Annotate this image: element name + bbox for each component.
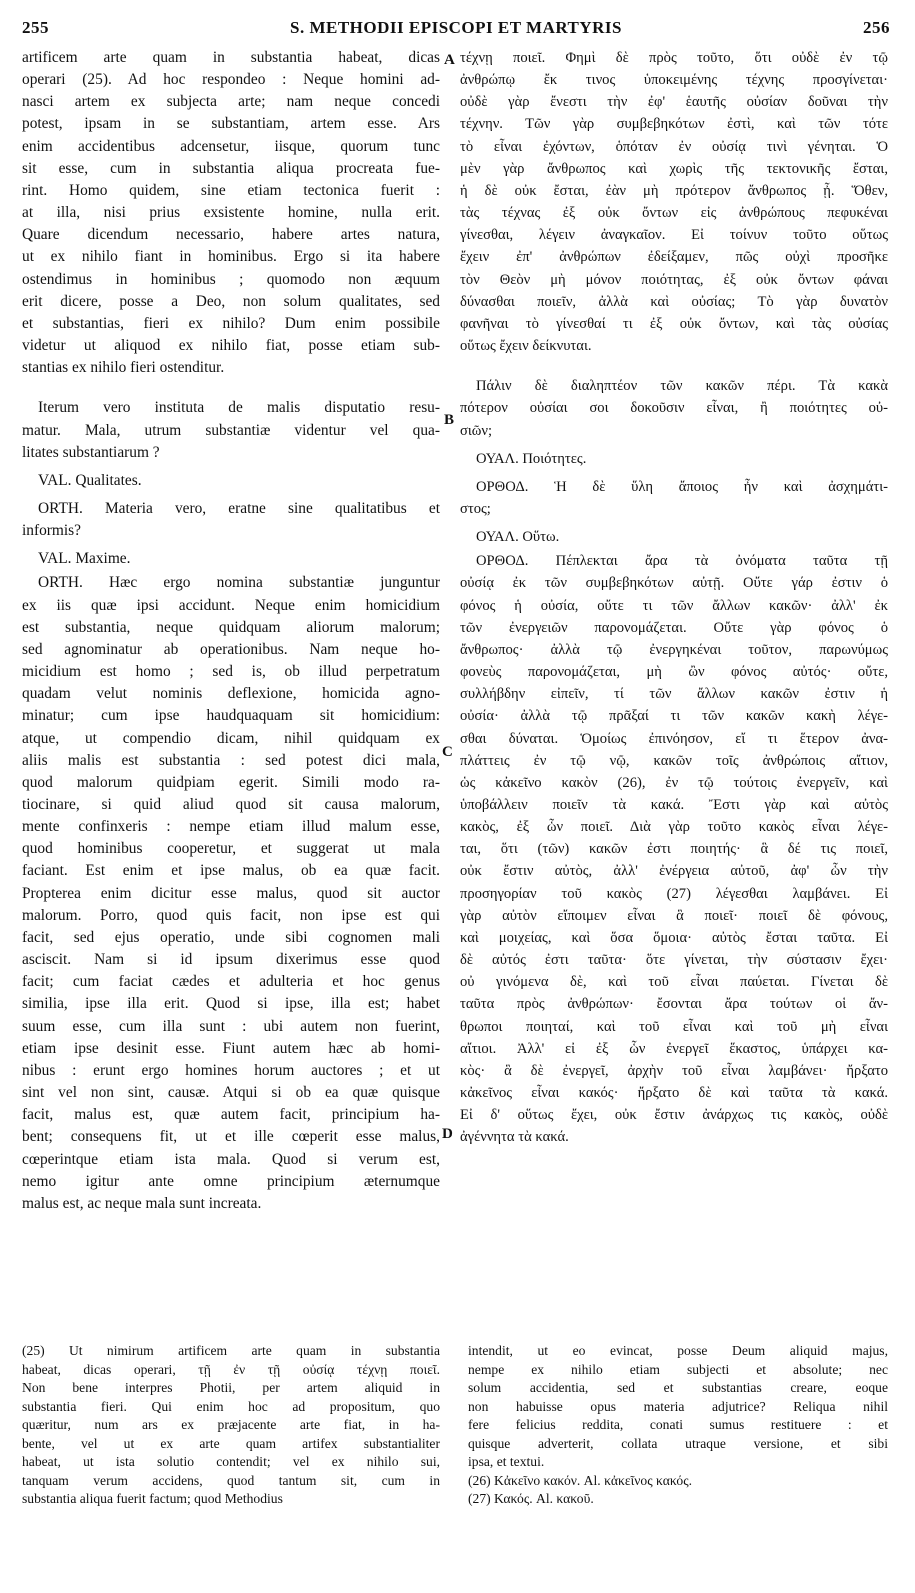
greek-line: ΟΡΘΟΔ. Πέπλεκται ἄρα τὰ ὀνόματα ταῦτα τῇ — [476, 553, 888, 570]
greek-line: τέχνῃ ποιεῖ. Φημὶ δὲ πρὸς τοῦτο, ὅτι οὐδὲ ἐν τῷ — [460, 50, 888, 66]
latin-line: ORTH. Hæc ergo nomina substantiæ junguntur — [38, 574, 440, 592]
latin-line: quod malorum quidpiam egerit. Simili modo ra- — [22, 773, 440, 791]
greek-line: τὸ εἶναι ἐχόντων, ὁπόταν ἐν οὐσίᾳ τινὶ γένηται. Ὁ — [460, 138, 888, 155]
latin-line: facit; cum faciat cædes et adulteria et hoc genus — [22, 973, 440, 991]
running-header — [22, 14, 890, 44]
footnote-line: habeat, dicas operari, τῇ ἐν τῇ οὐσίᾳ τέχνῃ ποιεῖ. — [22, 1361, 440, 1377]
greek-speech-val-1 — [460, 448, 888, 470]
greek-line: στος; — [460, 500, 491, 517]
latin-line: operari (25). Ad hoc respondeo : Neque homini ad- — [22, 71, 440, 89]
latin-line: ostendimus in hominibus ; quomodo non æquum — [22, 270, 440, 288]
latin-line: est substantia, neque quidquam aliorum malorum; — [22, 618, 440, 636]
greek-line: σθαι δύναται. Ὁμοίως ἐπινόησον, εἴ τι ἕτερον ἀνα- — [460, 730, 888, 747]
latin-line: sed agnominatur ab operationibus. Nam neque ho- — [22, 640, 440, 658]
footnote-line: quisque adverterit, collata utraque versione, et sibi — [468, 1435, 888, 1451]
greek-line: ΟΡΘΟΔ. Ἡ δὲ ὕλη ἄποιος ἦν καὶ ἀσχημάτι- — [476, 478, 888, 495]
margin-marker-b: B — [444, 412, 455, 428]
footnote-line: nempe ex nihilo etiam subjecti et absolute; nec — [468, 1361, 888, 1377]
greek-line: οὐ γινόμενα δὲ, καὶ τοῦ εἶναι παύεται. Γίνεται δὲ — [460, 974, 888, 991]
footnote-line: habeat, ut ista solutio contendit; vel ex nihilo sui, — [22, 1454, 440, 1469]
greek-line: αἴτιοι. Ἀλλ' εἰ ἐξ ὧν ἐνεργεῖ ἕκαστος, ὑπάρχει κα- — [460, 1040, 888, 1057]
footnote-line: substantia fieri. Qui enim hoc ad propositum, quo — [22, 1398, 440, 1414]
footnote-line: bente, vel ut ex arte quam artifex substantialiter — [22, 1435, 440, 1451]
greek-line: φονεὺς παρονομάζεται, μὴ ὢν φόνος αὐτός· οὔτε, — [460, 664, 888, 681]
latin-line: stantias ex nihilo fieri ostenditur. — [22, 359, 225, 377]
greek-line: ὡς κἀκεῖνο κακὸν (26), ἐν τῷ τούτοις ἐνεργεῖν, καὶ — [460, 774, 888, 791]
latin-line: malorum. Porro, quod quis facit, non ipse est qui — [22, 906, 440, 924]
latin-paragraph-2 — [22, 397, 440, 463]
footnote-line: Non bene interpres Photii, per artem aliquid in — [22, 1380, 440, 1395]
footnotes-right — [468, 1342, 888, 1509]
latin-paragraph-1 — [22, 47, 440, 379]
greek-column — [460, 47, 888, 1149]
margin-marker-d: D — [442, 1126, 453, 1142]
latin-column — [22, 47, 440, 1215]
running-title: S. METHODII EPISCOPI ET MARTYRIS — [289, 18, 622, 37]
latin-line: bent; consequens fit, ut et ille cœperit esse malus, — [22, 1128, 440, 1146]
latin-line: ut ex nihilo fiant in hominibus. Ergo si ita habere — [22, 248, 440, 266]
greek-line: καὶ μοιχείας, καὶ ὅσα ὅμοια· αὐτὸς ἔσται ταῦτα. Εἰ — [460, 929, 888, 946]
greek-line: οὐσία· ἀλλὰ τῷ πρᾶξαί τι τῶν κακῶν κακὴ λέγε- — [460, 708, 888, 725]
footnote-line: quæritur, num ars ex præjacente arte fiat, in ha- — [22, 1417, 440, 1432]
latin-line: videtur ut aliquod ex nihilo fiat, posse etiam sub- — [22, 337, 440, 355]
latin-line: nemo igitur ante omne principium æternumque — [22, 1172, 440, 1190]
latin-line: suum esse, cum illa sunt : ubi autem non fuerint, — [22, 1017, 440, 1035]
greek-line: κἀκεῖνος εἶναι κακός· ἤρξατο δὲ καὶ ταῦτα τὰ κακά. — [460, 1085, 888, 1102]
greek-line: μὲν γὰρ ἄνθρωπος καὶ χωρὶς τῆς τεκτονικῆς ἔσται, — [460, 160, 888, 177]
greek-line: οὕτως ἔχειν δείκνυται. — [460, 338, 592, 355]
greek-speech-val-1-text: ΟΥΑΛ. Ποιότητες. — [476, 450, 587, 467]
greek-line: Εἰ δ' οὕτως ἔχει, οὐκ ἔστιν ἀνάρχως τις κακὸς, οὐδὲ — [460, 1107, 888, 1124]
paragraph-gap — [22, 379, 440, 397]
latin-speech-orth-2 — [22, 572, 440, 1215]
latin-line: micidium est homo ; sed is, ob illud perpetratum — [22, 663, 440, 681]
page-number-left: 255 — [22, 18, 49, 37]
latin-line: ex iis quæ ipsi accidunt. Neque enim homicidium — [22, 596, 440, 614]
latin-line: Quare dicendum necessario, habere artes natura, — [22, 226, 440, 244]
latin-line: litates substantiarum ? — [22, 443, 160, 461]
greek-line: ἡ δὲ οὐκ ἔσται, ἐὰν μὴ πρότερον ἄνθρωπος ᾖ. Ὅθεν, — [460, 182, 888, 199]
greek-line: φόνος ἡ οὐσία, οὔτε τι τῶν ἄλλων κακῶν· ἀλλ' ἐκ — [460, 597, 888, 614]
greek-line: ἔχειν ἐπ' ἀνθρώπων ἐδείξαμεν, πῶς οὐχὶ προσῆκε — [460, 249, 888, 266]
greek-speech-orth-1 — [460, 476, 888, 520]
greek-line: οὐδὲ γὰρ ἔνεστι τὴν ἐφ' ἑαυτῆς οὐσίαν δοῦναι τὴν — [460, 94, 888, 111]
latin-line: etiam ipse desinit esse. Fiunt autem hæc ab homi- — [22, 1039, 440, 1057]
greek-line: πλάττεις ἐν τῷ νῷ, κακῶν τοῖς ἀνθρώποις αἴτιον, — [460, 752, 888, 769]
greek-line: κακὸς, ἐξ ὧν ποιεῖ. Διὰ γὰρ τοῦτο κακὸς εἶναι λέγε- — [460, 819, 888, 836]
latin-line: malus est, ac neque mala sunt increata. — [22, 1194, 262, 1212]
latin-line: cœperintque etiam ista mala. Quod si verum est, — [22, 1150, 440, 1168]
greek-line: φανῆναι τὸ γίνεσθαί τι ἐξ οὐκ ὄντων, καὶ τὰς οὐσίας — [460, 315, 888, 332]
latin-line: sit esse, cum in substantia aliqua procreata fue- — [22, 159, 440, 177]
latin-speech-val-1-text: VAL. Qualitates. — [38, 471, 142, 489]
greek-line: ἀνθρώπῳ ἔκ τινος ὑποκειμένης τέχνης προσγίνεται· — [460, 72, 888, 89]
page-number-right: 256 — [863, 18, 890, 37]
greek-line: γὰρ αὐτὸν εἴποιμεν εἶναι ἃ ποιεῖ· ποιεῖ δὲ φόνους, — [460, 907, 888, 924]
latin-speech-orth-1 — [22, 498, 440, 542]
greek-paragraph-2 — [460, 375, 888, 441]
latin-line: facit, malus est, quæ autem facit, principium ha- — [22, 1106, 440, 1124]
latin-line: enim accidentibus adcensetur, iisque, quorum tunc — [22, 137, 440, 155]
latin-speech-val-2 — [22, 548, 440, 570]
latin-line: Iterum vero instituta de malis disputatio resu- — [38, 399, 440, 417]
latin-line: informis? — [22, 522, 81, 540]
greek-line: πότερον οὐσίαι σοι δοκοῦσιν εἶναι, ἢ ποιότητες οὐ- — [460, 400, 888, 417]
greek-speech-orth-2 — [460, 550, 888, 1148]
latin-line: et substantias, fieri ex nihilo? Dum enim possibile — [22, 314, 440, 332]
latin-line: rint. Homo quidem, sine etiam tectonica fuerit : — [22, 181, 440, 199]
greek-line: ται, ὅτι (τῶν) κακῶν ἐστι ποιητής· ἃ δέ τις ποιεῖ, — [460, 841, 888, 858]
footnote-line: ipsa, et textui. — [468, 1454, 545, 1469]
greek-speech-val-2 — [460, 526, 888, 548]
latin-line: erit dicere, posse a Deo, non solum qualitates, sed — [22, 292, 440, 310]
latin-line: tiocinare, si quid aliud quod sit causa malorum, — [22, 796, 440, 813]
greek-line: ἀγέννητα τὰ κακά. — [460, 1129, 569, 1146]
latin-line: faciant. Est enim et ipse malus, ob ea quæ facit. — [22, 862, 440, 880]
greek-paragraph-1 — [460, 47, 888, 357]
margin-marker-c: C — [442, 744, 453, 760]
footnote-line: non habuisse opus materia adjutrice? Reliqua nihil — [468, 1398, 888, 1414]
latin-line: nibus : erunt ergo homines horum auctores ; et ut — [22, 1061, 440, 1079]
greek-line: ἄνθρωπος· ἀλλὰ τῷ ἐνεργηκέναι τοῦτον, παρωνύμως — [460, 641, 888, 658]
footnote-line: intendit, ut eo evincat, posse Deum aliquid majus, — [468, 1343, 888, 1358]
greek-line: θρωποι ποιηταί, καὶ τοῦ εἶναι καὶ τοῦ μὴ εἶναι — [460, 1018, 888, 1035]
latin-line: potest, ipsam in se substantiam, artem esse. Ars — [22, 115, 440, 133]
greek-line: οὐσίᾳ ἐκ τῶν συμβεβηκότων αὐτῇ. Οὔτε γάρ ἐστιν ὁ — [460, 575, 888, 592]
greek-line: τὰς τέχνας ἐξ οὐκ ὄντων εἰς ἀνθρώπους πεφυκέναι — [460, 205, 888, 222]
latin-line: matur. Mala, utrum substantiæ videntur vel qua- — [22, 421, 440, 439]
greek-line: τέχνην. Τῶν γὰρ συμβεβηκότων ἐστὶ, καὶ τῶν τότε — [460, 116, 888, 133]
greek-line: συλλήβδην εἰπεῖν, τί τῶν ἄλλων κακῶν ἐστιν ἡ — [460, 686, 888, 703]
latin-line: artificem arte quam in substantia habeat, dicas — [22, 49, 440, 66]
latin-line: ORTH. Materia vero, eratne sine qualitatibus et — [38, 499, 440, 517]
latin-line: at illa, nisi prius exsistente homine, nulla erit. — [22, 204, 440, 222]
latin-line: asciscit. Nam si id ipsum dixerimus esse quod — [22, 951, 440, 969]
latin-line: sint vel non sint, causæ. Atqui si ob ea quæ quisque — [22, 1084, 440, 1102]
paragraph-gap — [460, 357, 888, 375]
footnote-line: (27) Κακός. Al. κακοῦ. — [468, 1491, 594, 1506]
latin-line: nasci artem ex subjecta arte; nam neque concedi — [22, 93, 440, 111]
latin-line: facit, sed ejus operatio, unde sibi cognomen mali — [22, 928, 440, 946]
latin-line: quod hominibus cooperetur, et suggerat ut mala — [22, 840, 440, 858]
greek-line: ὑποβάλλειν ποιεῖν τὰ κακά. Ἔστι γὰρ καὶ αὐτὸς — [460, 797, 888, 813]
greek-line: δὲ αὐτός ἐστι ταῦτα· ὅτε γίνεται, τὴν σύστασιν ἔχει· — [460, 952, 888, 969]
greek-speech-val-2-text: ΟΥΑΛ. Οὕτω. — [476, 529, 560, 546]
greek-line: προσηγορίαν τοῦ κακὸς (27) λέγεσθαι λαμβάνει. Εἰ — [460, 885, 888, 902]
footnote-line: tanquam verum accidens, quod tantum sit, cum in — [22, 1472, 440, 1488]
greek-line: σιῶν; — [460, 422, 493, 439]
greek-line: κὸς· ἃ δὲ ἐνεργεῖ, ἀρχὴν τοῦ εἶναι λαμβάνει· ἤρξατο — [460, 1062, 888, 1079]
latin-line: similia, ipse illa erit. Quod si ipse, illa est; habet — [22, 995, 440, 1013]
latin-speech-val-1 — [22, 470, 440, 492]
greek-line: γίνεσθαι, λέγειν ἀναγκαῖον. Εἰ τοίνυν τοῦτο οὕτως — [460, 227, 888, 244]
footnote-line: solum accidentia, sed et substantias creare, eoque — [468, 1380, 888, 1395]
latin-line: quadam velut nominis deflexione, homicida agno- — [22, 685, 440, 703]
footnote-line: fere felicius reddita, conati sumus restituere : et — [468, 1417, 888, 1432]
latin-line: Propterea enim dicitur esse malus, quod sit auctor — [22, 884, 440, 902]
greek-line: οὐκ ἔστιν αὐτὸς, ἀλλ' ἐνέργεια αὐτοῦ, ἀφ' ὧν τὴν — [460, 863, 888, 880]
latin-speech-val-2-text: VAL. Maxime. — [38, 550, 131, 568]
latin-line: aliis malis est substantia : sed potest dici mala, — [22, 751, 440, 769]
margin-marker-a: A — [444, 52, 455, 68]
greek-line: ταῦτα πρὸς ἀνθρώπων· ἔσονται ἄρα τούτων οἱ ἄν- — [460, 996, 888, 1013]
footnote-line: substantia aliqua fuerit factum; quod Methodius — [22, 1491, 283, 1506]
latin-line: atque, ut compendio dicam, nihil quidquam ex — [22, 729, 440, 747]
footnote-line: (25) Ut nimirum artificem arte quam in substantia — [22, 1343, 440, 1358]
greek-line: δύνασθαι ποιεῖν, ἀλλὰ καὶ οὐσίας; Τὸ γὰρ δυνατὸν — [460, 293, 888, 310]
latin-line: minatur; cum ipse haudquaquam sit homicidium: — [22, 707, 440, 725]
greek-line: τὸν Θεὸν μὴ μόνον ποιότητας, ἐξ οὐκ ὄντων φάναι — [460, 271, 888, 288]
footnote-line: (26) Κἀκεῖνο κακόν. Al. κἀκεῖνος κακός. — [468, 1472, 692, 1488]
greek-line: Πάλιν δὲ διαληπτέον τῶν κακῶν πέρι. Τὰ κακὰ — [476, 378, 888, 395]
greek-line: τῶν ἐνεργειῶν παρονομάζεται. Οὔτε γὰρ φόνος ὁ — [460, 619, 888, 636]
latin-line: mente confinxeris : nempe etiam illud malum esse, — [22, 818, 440, 836]
footnotes-left — [22, 1342, 440, 1509]
